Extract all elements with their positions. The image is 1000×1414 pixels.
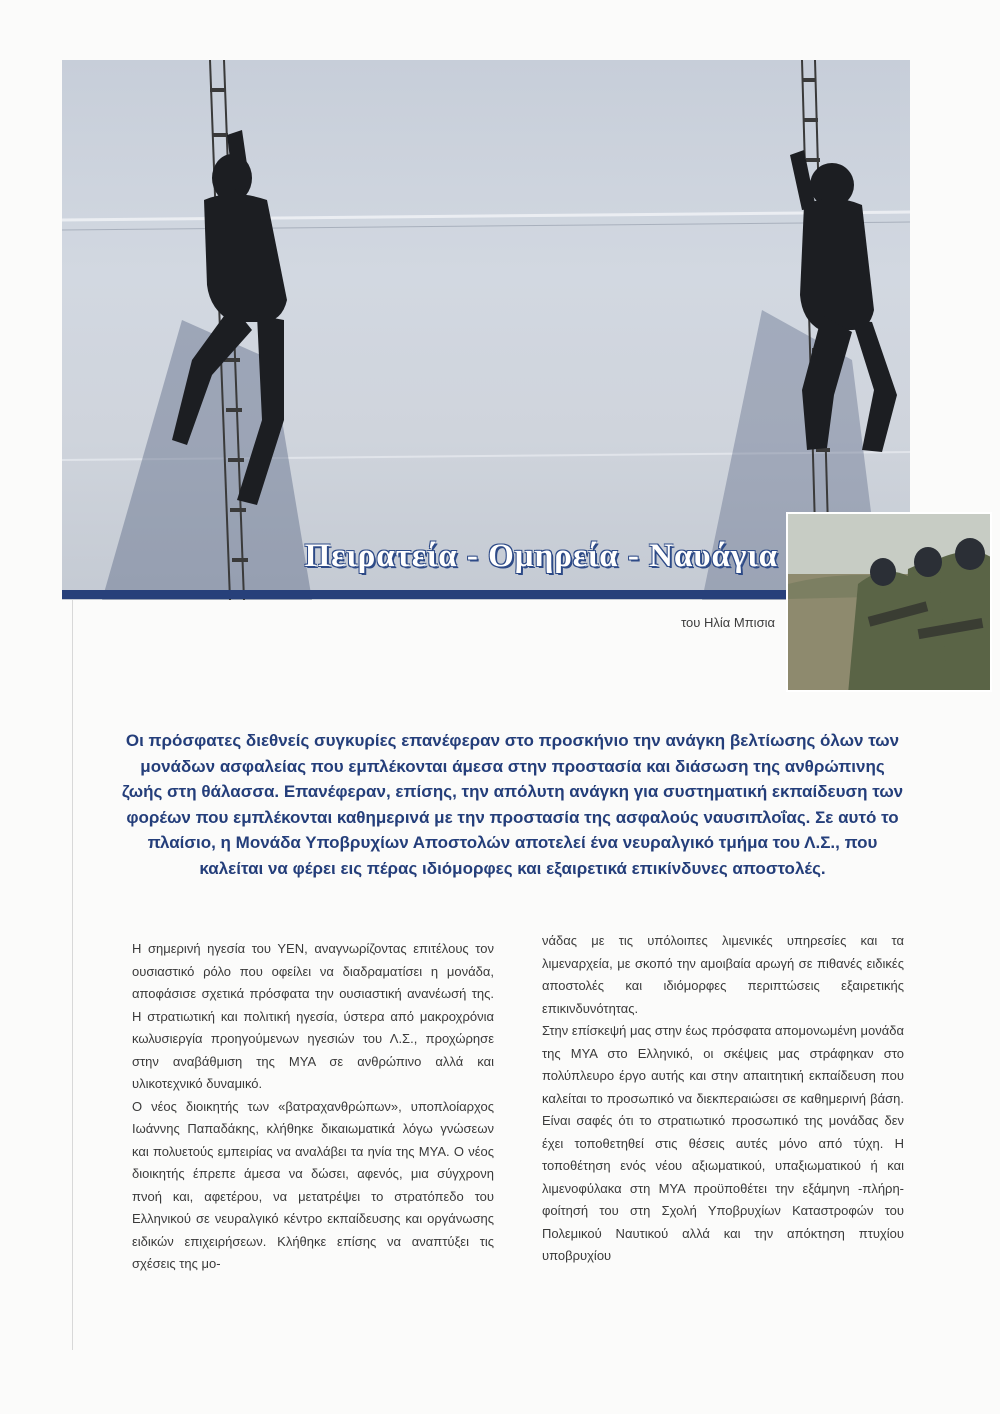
article-title: Πειρατεία - Ομηρεία - Ναυάγια [304, 538, 778, 574]
body-paragraph: Η σημερινή ηγεσία του ΥΕΝ, αναγνωρίζοντας επιτέλους τον ουσιαστικό ρόλο που οφείλει να διαδραματίσει η μονάδα, αποφάσισε σχετικά πρόσφατα την ουσιαστική ανανέωσή της. Η στρατιωτική και πολιτική ηγεσία, ύστερα από μακροχρόνια κωλυσιεργία προηγούμενων ηγεσιών του Λ.Σ., προχώρησε στην αναβάθμιση της ΜΥΑ σε ανθρώπινο αλλά και υλικοτεχνικό δυναμικό. [132, 941, 494, 1091]
lead-paragraph: Οι πρόσφατες διεθνείς συγκυρίες επανέφεραν στο προσκήνιο την ανάγκη βελτίωσης όλων των μονάδων ασφαλείας που εμπλέκονται άμεσα στην προστασία και διάσωση της ανθρώπινης ζωής στη θάλασσα. Επανέφεραν, επίσης, την απόλυτη ανάγκη για συστηματική εκπαίδευση των φορέων που εμπλέκονται καθημερινά με την προστασία της ασφαλούς ναυσιπλοΐας. Σε αυτό το πλαίσιο, η Μονάδα Υποβρυχίων Αποστολών αποτελεί ένα νευραλγικό τμήμα του Λ.Σ., που καλείται να φέρει εις πέρας ιδιόμορφες και εξαιρετικά επικίνδυνες αποστολές. [121, 731, 904, 878]
body-column-left [132, 938, 494, 1276]
body-paragraph: νάδας με τις υπόλοιπες λιμενικές υπηρεσίες και τα λιμεναρχεία, με σκοπό την αμοιβαία αρωγή σε πιθανές ειδικές αποστολές και ιδιόμορφες περιπτώσεις εξαιρετικής επικινδυνότητας. [542, 933, 904, 1016]
byline: του Ηλία Μπισια [681, 615, 775, 630]
title-rule [62, 590, 910, 599]
body-column-right [542, 930, 904, 1268]
hero-photo [62, 60, 910, 600]
body-paragraph: Ο νέος διοικητής των «βατραχανθρώπων», υποπλοίαρχος Ιωάννης Παπαδάκης, κλήθηκε δικαιωματικά λόγω γνώσεων και πολυετούς εμπειρίας να αναλάβει τα ηνία της ΜΥΑ. Ο νέος διοικητής έπρεπε άμεσα να δώσει, αφενός, μια σύγχρονη πνοή και, αφετέρου, να μετατρέψει το στρατόπεδο του Ελληνικού σε νευραλγικό κέντρο εκπαίδευσης και οργάνωσης ειδικών επιχειρήσεων. Κλήθηκε επίσης να αναπτύξει τις σχέσεις της μο- [132, 1098, 494, 1271]
body-paragraph: Στην επίσκεψή μας στην έως πρόσφατα απομονωμένη μονάδα της ΜΥΑ στο Ελληνικό, οι σκέψεις μας στράφηκαν στο πολύπλευρο έργο αυτής και στην απαιτητική εκπαίδευση που καλείται το προσωπικό να διεκπεραιώσει σε καθημερινή βάση. Είναι σαφές ότι το στρατιωτικό προσωπικό της μονάδας δεν έχει τοποθετηθεί στις θέσεις αυτές μόνο από τύχη. Η τοποθέτηση ενός νέου αξιωματικού, υπαξιωματικού ή και λιμενοφύλακα στη ΜΥΑ προϋποθέτει την εξάμηνη -πλήρη- φοίτησή του στη Σχολή Υποβρυχίων Καταστροφών του Πολεμικού Ναυτικού αλλά και την απόκτηση πτυχίου υποβρυχίου [542, 1023, 904, 1263]
inset-photo [786, 512, 992, 692]
